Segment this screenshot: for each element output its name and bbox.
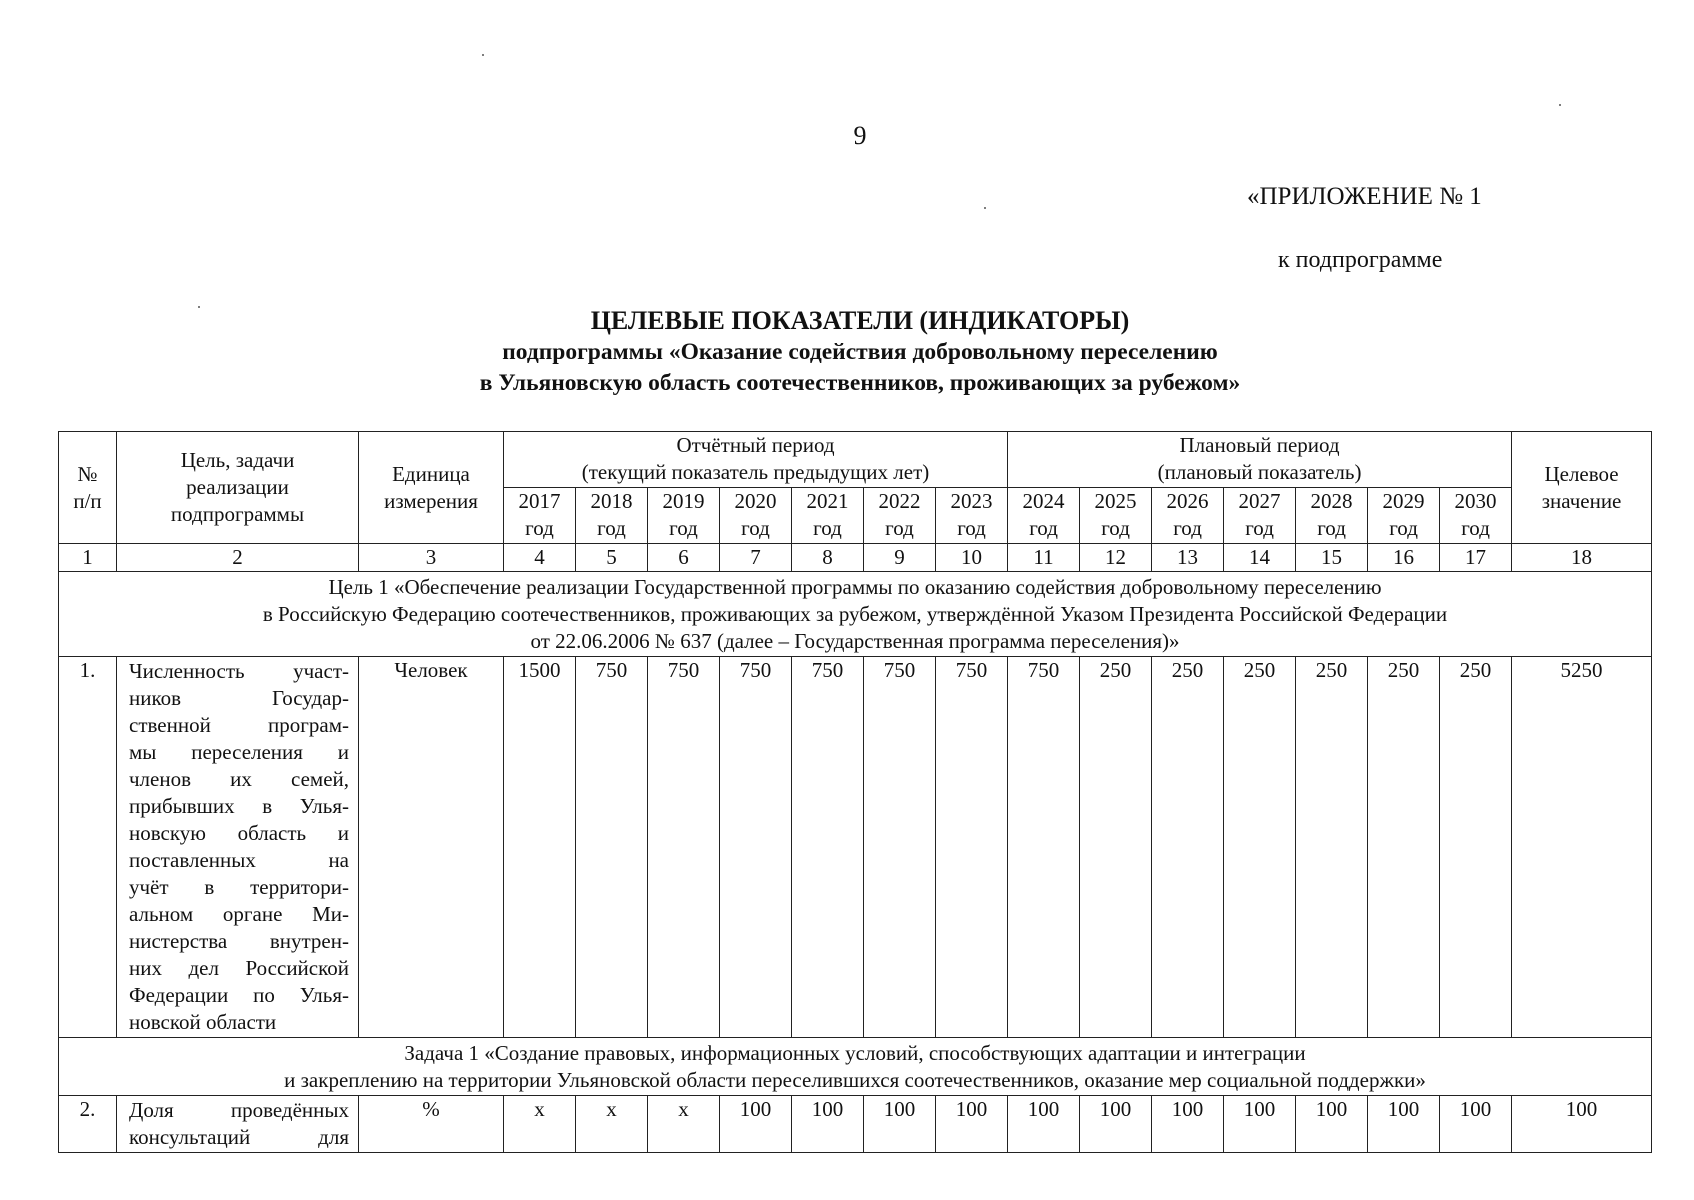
- value-cell-2022: 100: [864, 1096, 936, 1153]
- goal-1-text: [59, 572, 1652, 657]
- year-value: 2025: [1094, 489, 1137, 513]
- value-cell-2020: 100: [720, 1096, 792, 1153]
- header-year-2025: [1080, 488, 1152, 544]
- goal-line: в Российскую Федерацию соотечественников, проживающих за рубежом, утверждённой Указом Президента Российской Федерации: [262, 602, 1448, 626]
- year-suffix: год: [525, 516, 554, 540]
- header-year-2030: [1440, 488, 1512, 544]
- goal-line: Цель 1 «Обеспечение реализации Государственной программы по оказанию содействия добровольному переселению: [328, 575, 1382, 599]
- value-cell-2019: х: [648, 1096, 720, 1153]
- indicators-table: [58, 431, 1652, 1153]
- description-line: Доля проведённых: [129, 1098, 349, 1122]
- year-suffix: год: [1389, 516, 1418, 540]
- indicator-description: [117, 657, 359, 1038]
- value-cell-2018: х: [576, 1096, 648, 1153]
- page-number: 9: [853, 121, 867, 150]
- column-number: 16: [1368, 544, 1440, 572]
- description-line: учёт в территори-: [129, 875, 349, 899]
- header-text: Целевое: [1544, 461, 1619, 486]
- description-line: нистерства внутрен-: [129, 929, 349, 953]
- scan-speck: [984, 207, 986, 209]
- header-reporting-period: [504, 432, 1008, 488]
- value-cell-2028: 100: [1296, 1096, 1368, 1153]
- description-line: альном органе Ми-: [129, 902, 349, 926]
- value-cell-2017: 1500: [504, 657, 576, 1038]
- description-line: новскую область и: [129, 821, 349, 845]
- task-row: [59, 1038, 1652, 1096]
- value-cell-2024: 750: [1008, 657, 1080, 1038]
- column-number: 9: [864, 544, 936, 572]
- year-suffix: год: [669, 516, 698, 540]
- description-line: новской области: [129, 1010, 277, 1034]
- value-cell-2019: 750: [648, 657, 720, 1038]
- row-number: 2.: [59, 1096, 117, 1153]
- row-number: 1.: [59, 657, 117, 1038]
- header-text: значение: [1541, 488, 1622, 513]
- header-planning-period: [1008, 432, 1512, 488]
- target-value-cell: 5250: [1512, 657, 1652, 1038]
- header-text: реализации: [186, 475, 289, 499]
- column-number: 2: [117, 544, 359, 572]
- column-number: 17: [1440, 544, 1512, 572]
- description-line: ников Государ-: [129, 686, 349, 710]
- year-suffix: год: [741, 516, 770, 540]
- header-year-2023: [936, 488, 1008, 544]
- value-cell-2024: 100: [1008, 1096, 1080, 1153]
- table-row: [59, 1096, 1652, 1153]
- year-value: 2028: [1310, 489, 1353, 513]
- header-year-2024: [1008, 488, 1080, 544]
- value-cell-2025: 100: [1080, 1096, 1152, 1153]
- value-cell-2029: 250: [1368, 657, 1440, 1038]
- task-line: и закреплению на территории Ульяновской области переселившихся соотечественников, оказание мер социальной поддержки»: [284, 1068, 1426, 1092]
- value-cell-2028: 250: [1296, 657, 1368, 1038]
- year-value: 2022: [878, 489, 921, 513]
- year-value: 2018: [590, 489, 633, 513]
- year-suffix: год: [1461, 516, 1490, 540]
- year-value: 2026: [1166, 489, 1209, 513]
- title-line-1: ЦЕЛЕВЫЕ ПОКАЗАТЕЛИ (ИНДИКАТОРЫ): [590, 306, 1130, 335]
- target-value-cell: 100: [1512, 1096, 1652, 1153]
- value-cell-2022: 750: [864, 657, 936, 1038]
- year-suffix: год: [1173, 516, 1202, 540]
- year-value: 2024: [1022, 489, 1065, 513]
- year-value: 2023: [950, 489, 993, 513]
- value-cell-2027: 100: [1224, 1096, 1296, 1153]
- header-text: Цель, задачи: [180, 448, 295, 472]
- column-number: 18: [1512, 544, 1652, 572]
- header-year-2026: [1152, 488, 1224, 544]
- header-year-2017: [504, 488, 576, 544]
- unit-cell: Человек: [359, 657, 504, 1038]
- year-suffix: год: [597, 516, 626, 540]
- value-cell-2030: 100: [1440, 1096, 1512, 1153]
- header-text: Отчётный период: [676, 433, 835, 457]
- header-year-2019: [648, 488, 720, 544]
- year-suffix: год: [813, 516, 842, 540]
- header-text: п/п: [73, 488, 102, 513]
- title-line-2: подпрограммы «Оказание содействия добровольному переселению: [502, 339, 1218, 365]
- scan-speck: [482, 54, 484, 56]
- header-num: [59, 432, 117, 544]
- year-suffix: год: [1101, 516, 1130, 540]
- header-text: (плановый показатель): [1157, 460, 1362, 484]
- column-number: 1: [59, 544, 117, 572]
- year-suffix: год: [1029, 516, 1058, 540]
- document-title: [0, 305, 1694, 399]
- table-row: [59, 657, 1652, 1038]
- column-number: 13: [1152, 544, 1224, 572]
- header-target: [1512, 432, 1652, 544]
- unit-cell: %: [359, 1096, 504, 1153]
- year-suffix: год: [885, 516, 914, 540]
- year-value: 2021: [806, 489, 849, 513]
- goal-row: [59, 572, 1652, 657]
- value-cell-2020: 750: [720, 657, 792, 1038]
- header-year-2028: [1296, 488, 1368, 544]
- header-year-2018: [576, 488, 648, 544]
- value-cell-2018: 750: [576, 657, 648, 1038]
- scan-speck: [1559, 104, 1561, 106]
- subprogram-reference: к подпрограмме: [1278, 247, 1443, 273]
- column-number: 7: [720, 544, 792, 572]
- header-year-2027: [1224, 488, 1296, 544]
- year-value: 2019: [662, 489, 705, 513]
- year-value: 2030: [1454, 489, 1497, 513]
- year-value: 2029: [1382, 489, 1425, 513]
- description-line: консультаций для: [129, 1125, 349, 1149]
- year-value: 2020: [734, 489, 777, 513]
- column-numbers-row: [59, 544, 1652, 572]
- column-number: 4: [504, 544, 576, 572]
- value-cell-2027: 250: [1224, 657, 1296, 1038]
- header-unit: [359, 432, 504, 544]
- task-1-text: [59, 1038, 1652, 1096]
- header-goal: [117, 432, 359, 544]
- description-line: Численность участ-: [129, 659, 349, 683]
- year-suffix: год: [1245, 516, 1274, 540]
- task-line: Задача 1 «Создание правовых, информационных условий, способствующих адаптации и интеграции: [404, 1041, 1306, 1065]
- description-line: прибывших в Улья-: [129, 794, 349, 818]
- description-line: поставленных на: [129, 848, 349, 872]
- column-number: 15: [1296, 544, 1368, 572]
- column-number: 10: [936, 544, 1008, 572]
- header-row-periods: [59, 432, 1652, 488]
- value-cell-2026: 250: [1152, 657, 1224, 1038]
- column-number: 6: [648, 544, 720, 572]
- value-cell-2030: 250: [1440, 657, 1512, 1038]
- header-text: №: [77, 461, 98, 486]
- header-text: Плановый период: [1179, 433, 1340, 457]
- year-value: 2017: [518, 489, 561, 513]
- header-year-2021: [792, 488, 864, 544]
- goal-line: от 22.06.2006 № 637 (далее – Государственная программа переселения)»: [530, 629, 1180, 653]
- year-suffix: год: [1317, 516, 1346, 540]
- column-number: 14: [1224, 544, 1296, 572]
- description-line: мы переселения и: [129, 740, 349, 764]
- header-text: подпрограммы: [170, 502, 305, 526]
- year-suffix: год: [957, 516, 986, 540]
- description-line: них дел Российской: [129, 956, 349, 980]
- description-line: ственной програм-: [129, 713, 349, 737]
- header-year-2029: [1368, 488, 1440, 544]
- value-cell-2025: 250: [1080, 657, 1152, 1038]
- header-text: Единица: [392, 461, 470, 486]
- description-line: Федерации по Улья-: [129, 983, 349, 1007]
- indicator-description: [117, 1096, 359, 1153]
- header-text: (текущий показатель предыдущих лет): [581, 460, 930, 484]
- column-number: 8: [792, 544, 864, 572]
- year-value: 2027: [1238, 489, 1281, 513]
- header-year-2022: [864, 488, 936, 544]
- header-year-2020: [720, 488, 792, 544]
- value-cell-2021: 100: [792, 1096, 864, 1153]
- value-cell-2026: 100: [1152, 1096, 1224, 1153]
- column-number: 12: [1080, 544, 1152, 572]
- header-text: измерения: [384, 488, 478, 513]
- column-number: 3: [359, 544, 504, 572]
- value-cell-2023: 100: [936, 1096, 1008, 1153]
- description-line: членов их семей,: [129, 767, 349, 791]
- column-number: 11: [1008, 544, 1080, 572]
- value-cell-2021: 750: [792, 657, 864, 1038]
- appendix-label: «ПРИЛОЖЕНИЕ № 1: [1247, 183, 1482, 210]
- value-cell-2029: 100: [1368, 1096, 1440, 1153]
- value-cell-2017: х: [504, 1096, 576, 1153]
- value-cell-2023: 750: [936, 657, 1008, 1038]
- title-line-3: в Ульяновскую область соотечественников, проживающих за рубежом»: [479, 370, 1241, 396]
- column-number: 5: [576, 544, 648, 572]
